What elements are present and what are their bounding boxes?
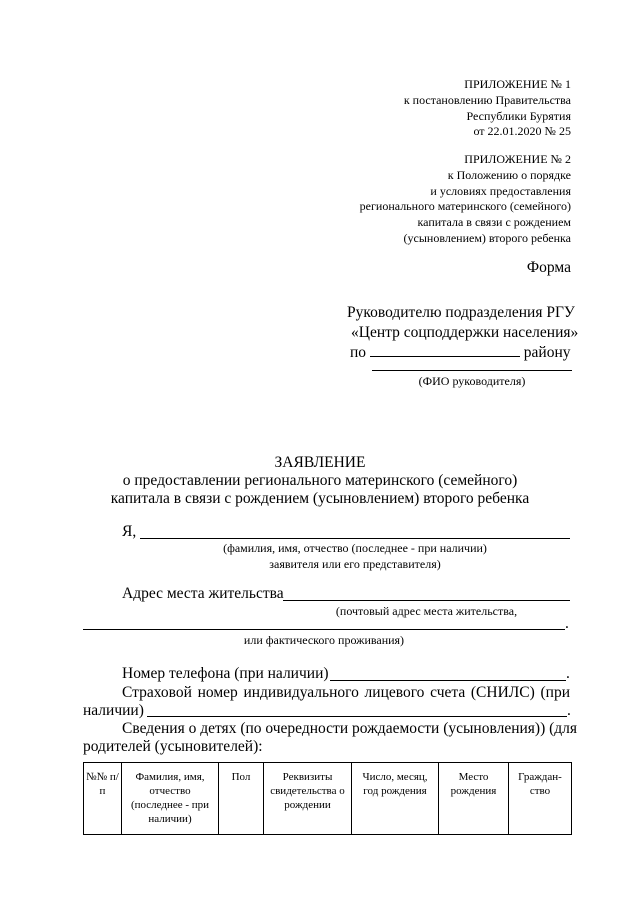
appendix2-line4: капитала в связи с рождением: [417, 215, 571, 229]
col-header-birth-place: Место рождения: [439, 763, 509, 835]
phone-period: .: [566, 665, 570, 682]
col-header-citizenship: Граждан-ство: [509, 763, 572, 835]
address-hint1: (почтовый адрес места жительства,: [335, 604, 518, 618]
appendix1-title: ПРИЛОЖЕНИЕ № 1: [464, 77, 571, 91]
snils-field[interactable]: [147, 716, 567, 717]
col-header-full-name: Фамилия, имя, отчество (последнее - при наличии): [122, 763, 219, 835]
children-info-line1: Сведения о детях (по очередности рождаемости (усыновления)) (для: [122, 720, 578, 737]
col-header-birth-certificate: Реквизиты свидетельства о рождении: [264, 763, 352, 835]
addressee-line1: Руководителю подразделения РГУ: [347, 304, 575, 321]
appendix2-line3: регионального материнского (семейного): [359, 199, 571, 213]
address-field[interactable]: [283, 600, 570, 601]
addressee-line3-suffix: району: [523, 344, 571, 361]
applicant-prefix: Я,: [122, 523, 137, 540]
snils-line1: Страховой номер индивидуального лицевого счета (СНИЛС) (при: [122, 684, 570, 701]
district-field[interactable]: [370, 342, 520, 357]
col-header-sex: Пол: [219, 763, 264, 835]
applicant-name-field[interactable]: [140, 538, 570, 539]
head-name-field[interactable]: [372, 370, 572, 371]
col-header-birth-date: Число, месяц, год рождения: [352, 763, 439, 835]
appendix2-line1: к Положению о порядке: [447, 168, 571, 182]
appendix1-line3: от 22.01.2020 № 25: [473, 124, 571, 138]
table-header-row: [84, 763, 572, 835]
phone-label: Номер телефона (при наличии): [122, 665, 329, 682]
phone-field[interactable]: [330, 680, 566, 681]
appendix2-title: ПРИЛОЖЕНИЕ № 2: [464, 152, 571, 166]
addressee-line2: «Центр соцподдержки населения»: [351, 324, 579, 341]
statement-subtitle2: капитала в связи с рождением (усыновлением) второго ребенка: [110, 490, 530, 507]
addressee-line3-prefix: по: [350, 344, 367, 361]
form-label: Форма: [526, 259, 571, 276]
address-hint2: или фактического проживания): [243, 633, 405, 647]
appendix2-line2: и условиях предоставления: [430, 184, 571, 198]
children-table: [83, 762, 572, 835]
snils-period: .: [567, 702, 571, 719]
applicant-hint1: (фамилия, имя, отчество (последнее - при наличии): [223, 541, 487, 555]
children-info-line2: родителей (усыновителей):: [83, 738, 263, 755]
appendix1-line1: к постановлению Правительства: [403, 93, 571, 107]
address-period: .: [565, 615, 569, 632]
applicant-hint2: заявителя или его представителя): [269, 557, 441, 571]
statement-subtitle1: о предоставлении регионального материнского (семейного): [122, 472, 518, 489]
head-name-hint: (ФИО руководителя): [418, 374, 526, 388]
addressee-district-line: [350, 342, 571, 363]
statement-title: ЗАЯВЛЕНИЕ: [274, 454, 366, 471]
address-field-line2[interactable]: [83, 629, 565, 630]
appendix2-line5: (усыновлением) второго ребенка: [403, 231, 571, 245]
col-header-number: №№ п/п: [84, 763, 122, 835]
snils-line2: наличии): [83, 702, 144, 719]
appendix1-line2: Республики Бурятия: [466, 109, 571, 123]
address-label: Адрес места жительства: [122, 585, 284, 602]
